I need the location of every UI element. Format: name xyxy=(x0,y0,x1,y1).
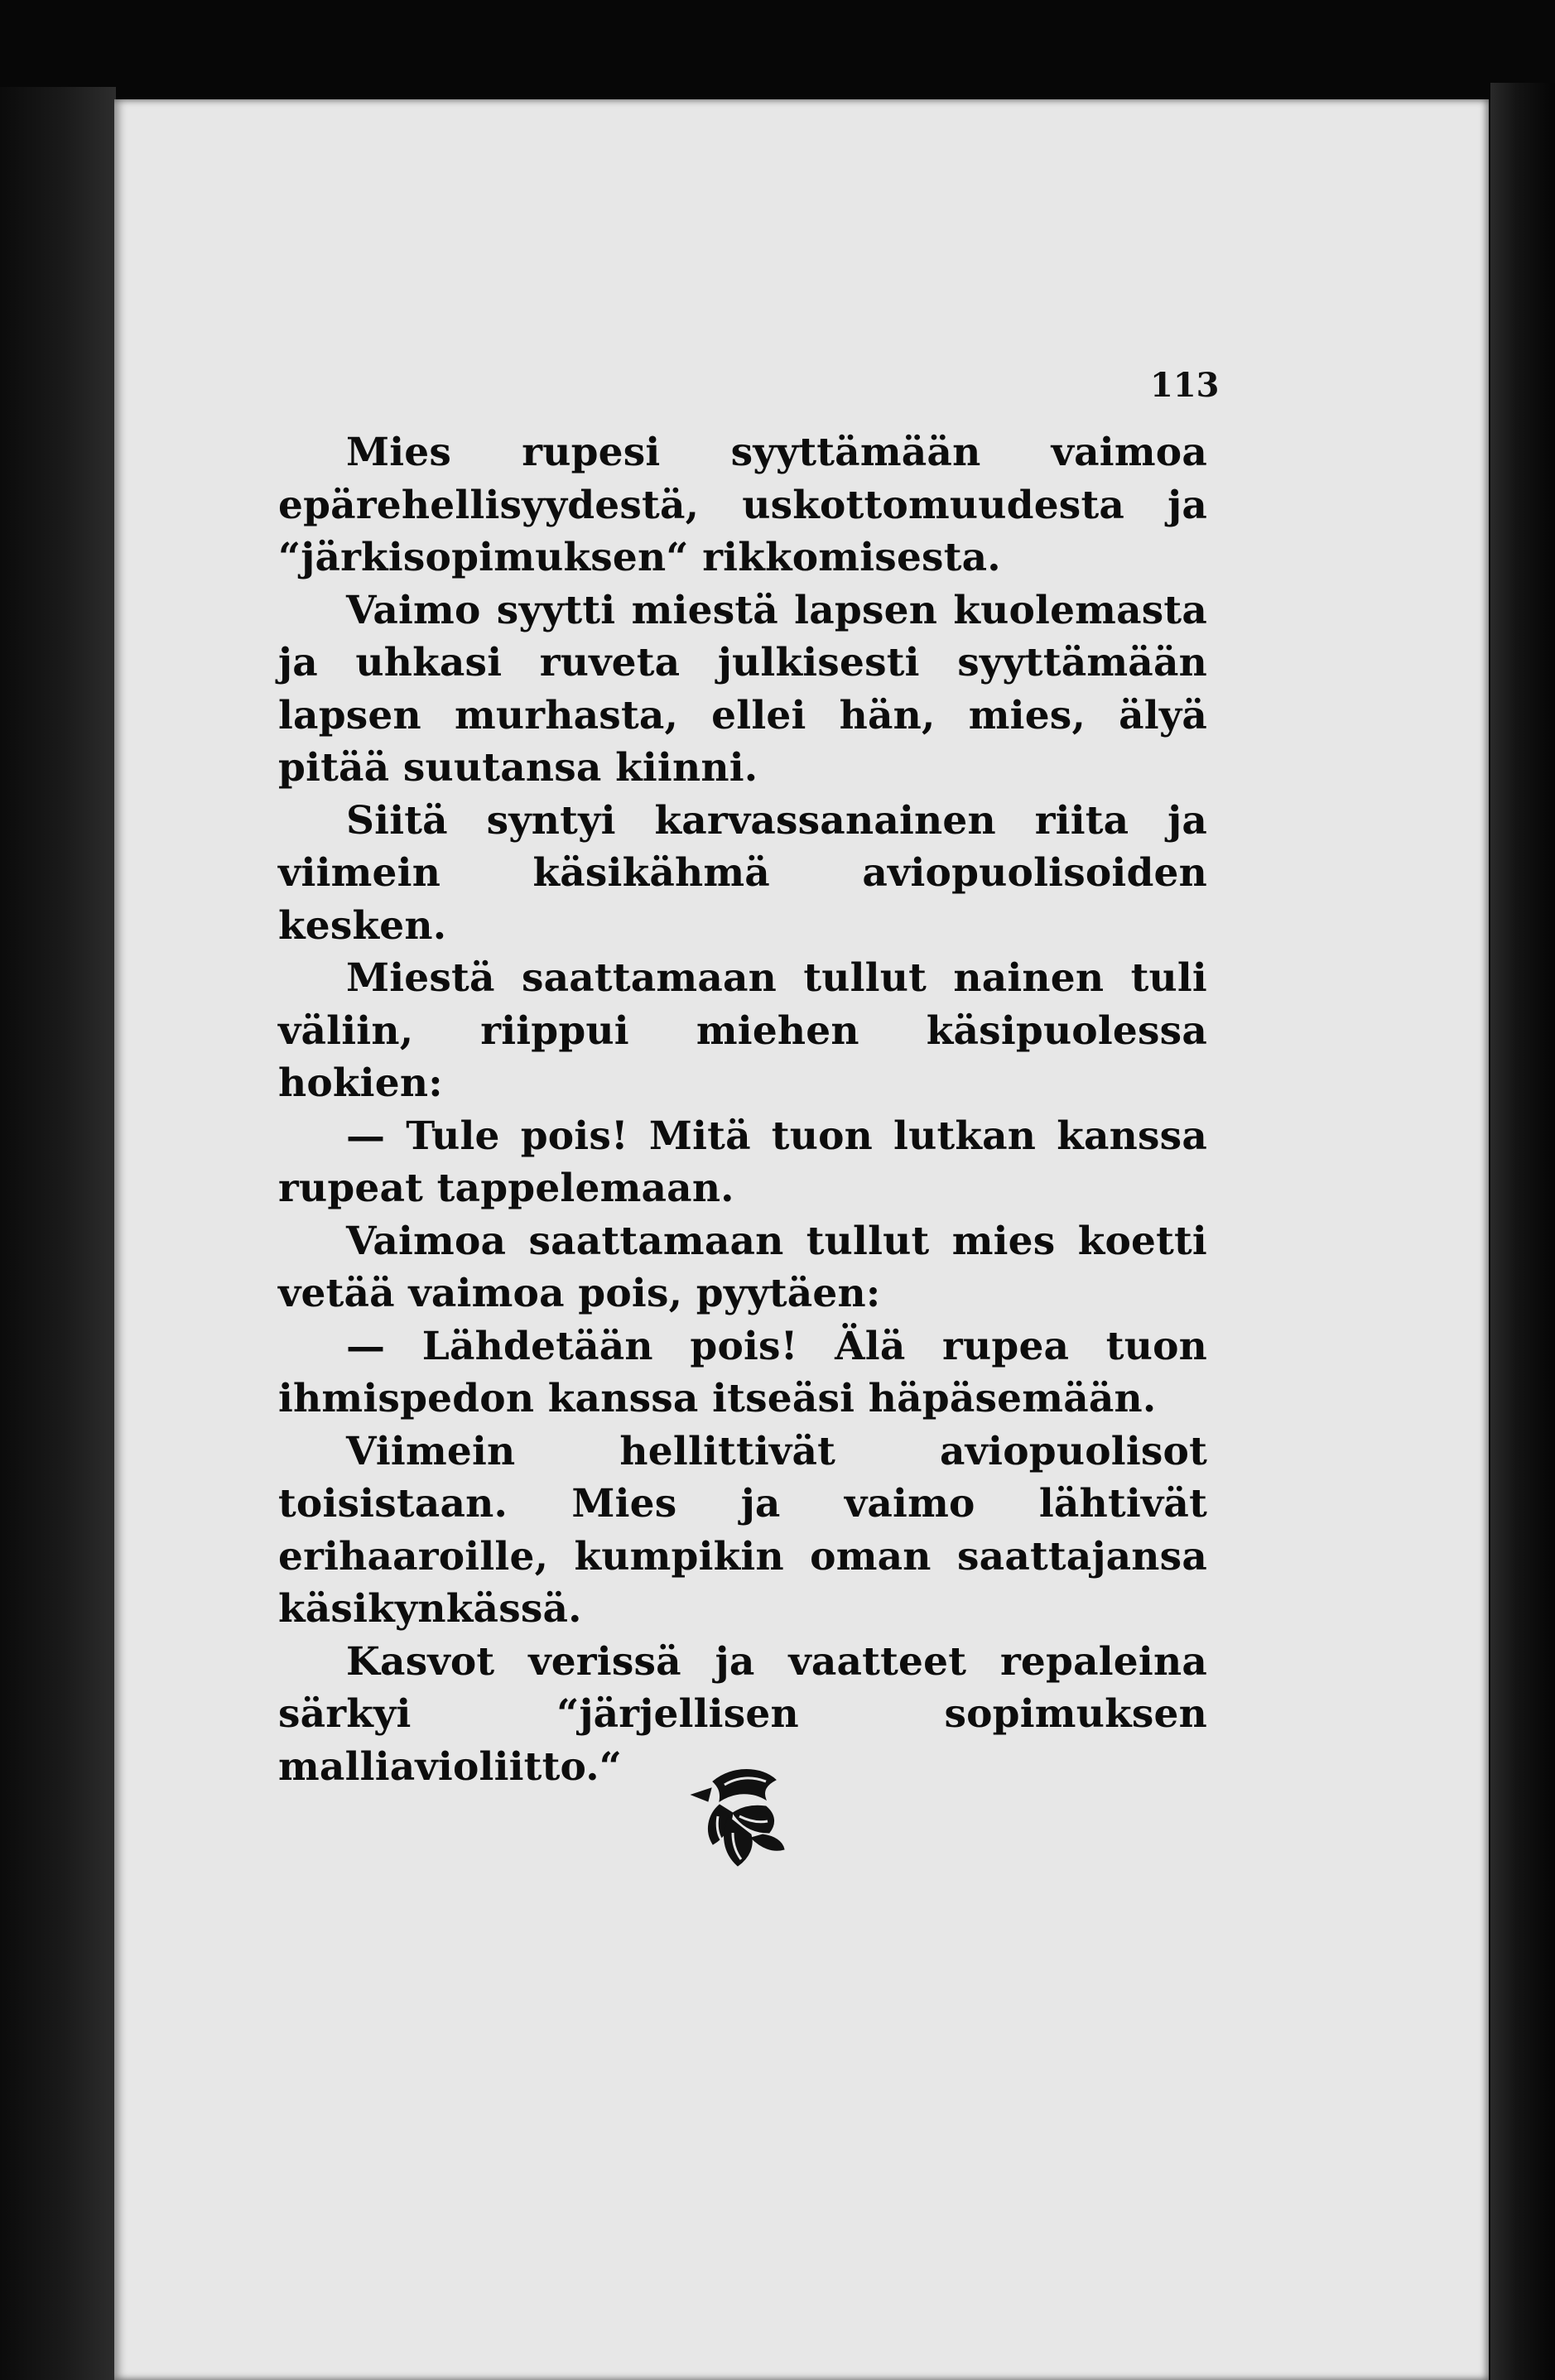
book-binding-left xyxy=(0,87,116,2380)
paragraph: Miestä saattamaan tullut nainen tuli väliin, riippui miehen käsipuolessa hokien: xyxy=(278,955,1207,1106)
page-number: 113 xyxy=(1150,366,1220,405)
paragraph: Siitä syntyi karvassanainen riita ja viimein käsikähmä aviopuolisoiden kesken. xyxy=(278,797,1207,949)
paragraph: Vaimo syytti miestä lapsen kuolemasta ja uhkasi ruveta julkisesti syyttämään lapsen murhasta, ellei hän, mies, älyä pitää suutansa kiinni. xyxy=(278,587,1207,791)
dialogue-line: — Tule pois! Mitä tuon lutkan kanssa rupeat tappelemaan. xyxy=(278,1113,1207,1211)
paragraph: Vaimoa saattamaan tullut mies koetti vetää vaimoa pois, pyytäen: xyxy=(278,1218,1207,1316)
book-edge-right xyxy=(1490,83,1555,2380)
dialogue-line: — Lähdetään pois! Älä rupea tuon ihmispedon kanssa itseäsi häpäsemään. xyxy=(278,1323,1207,1421)
paragraph: Viimein hellittivät aviopuolisot toisistaan. Mies ja vaimo lähtivät erihaaroille, kumpikin oman saattajansa käsikynkässä. xyxy=(278,1428,1207,1632)
paragraph: Mies rupesi syyttämään vaimoa epärehellisyydestä, uskottomuudesta ja “järkisopimuksen“ rikkomisesta. xyxy=(278,430,1207,580)
floral-ornament-icon xyxy=(683,1763,791,1871)
paragraph: Kasvot verissä ja vaatteet repaleina särkyi “järjellisen sopimuksen malliavioliitto.“ xyxy=(278,1638,1207,1790)
page-text xyxy=(278,426,1207,1793)
